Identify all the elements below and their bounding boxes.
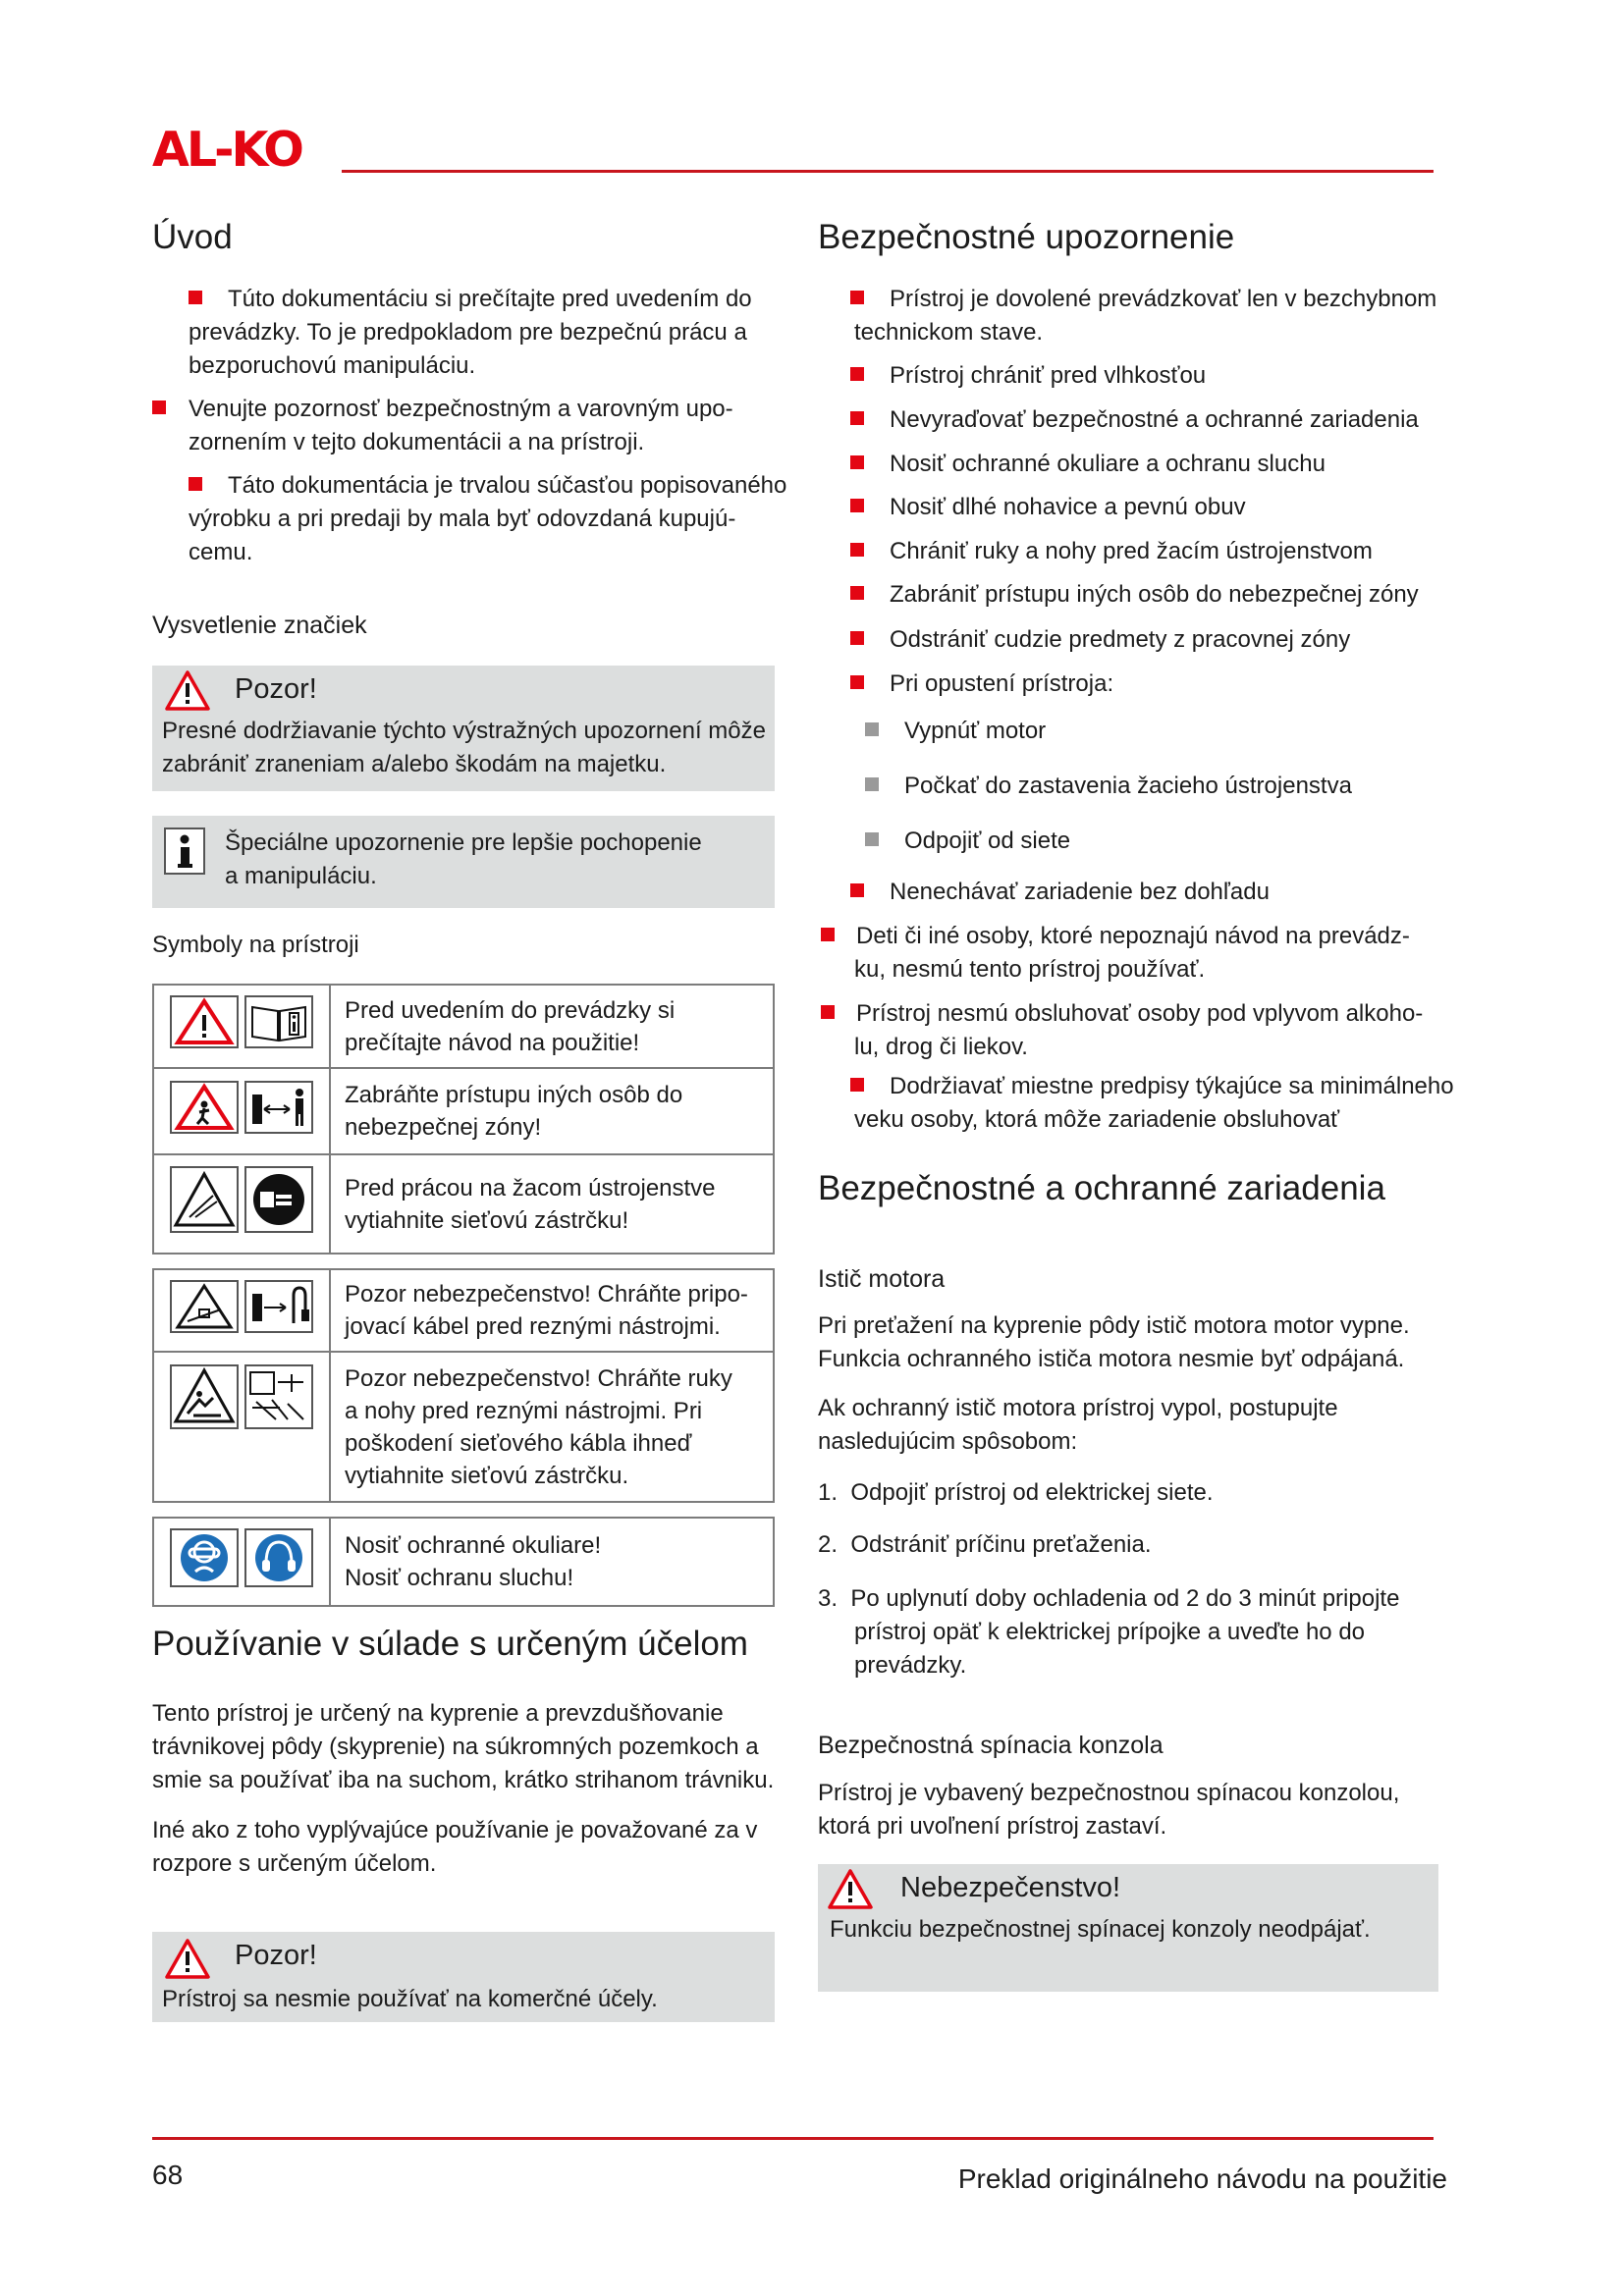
symbol-cell <box>153 1068 330 1154</box>
section-title-bezpecnostne-upozornenie: Bezpečnostné upozornenie <box>818 218 1235 256</box>
section-title-pouzivanie: Používanie v súlade s určeným účelom <box>152 1625 748 1663</box>
list-item: Prístroj chrániť pred vlhkosťou <box>850 359 1206 393</box>
table-row <box>153 1068 774 1154</box>
symbol-description: Zabráňte prístupu iných osôb do nebezpečnej zóny! <box>330 1068 774 1154</box>
table-row <box>153 1352 774 1502</box>
list-item-cont: lu, drog či liekov. <box>854 1034 1028 1060</box>
symbols-table <box>152 984 775 1607</box>
list-item: Zabrániť prístupu iných osôb do nebezpečnej zóny <box>850 578 1419 612</box>
warning-triangle-icon <box>165 1938 210 1979</box>
bullet-icon <box>821 1005 835 1019</box>
bullet-icon <box>850 499 864 512</box>
symbol-cell <box>153 1269 330 1352</box>
paragraph-line: Iné ako z toho vyplývajúce používanie je považované za v <box>152 1817 758 1843</box>
table-row <box>153 1269 774 1352</box>
symbol-description: Pozor nebezpečenstvo! Chráňte ruky a nohy pred reznými nástrojmi. Pri poškodení sieťového kábla ihneď vytiahnite sieťovú zástrčku. <box>330 1352 774 1502</box>
subsection-title-istic: Istič motora <box>818 1265 946 1293</box>
paragraph-line: Prístroj je vybavený bezpečnostnou spínacou konzolou, <box>818 1780 1400 1806</box>
paragraph-line: ktorá pri uvoľnení prístroj zastaví. <box>818 1813 1167 1840</box>
paragraph-line: smie sa používať iba na suchom, krátko strihanom trávniku. <box>152 1767 775 1793</box>
bullet-icon <box>850 631 864 645</box>
list-item-cont: výrobku a pri predaji by mala byť odovzdaná kupujú- <box>189 506 736 532</box>
footer-rule <box>152 2137 1434 2140</box>
bullet-icon <box>850 411 864 425</box>
list-item: Chrániť ruky a nohy pred žacím ústrojenstvom <box>850 535 1373 568</box>
keep-distance-icon <box>170 1081 313 1134</box>
paragraph-line: Funkcia ochranného ističa motora nesmie byť odpájaná. <box>818 1346 1405 1372</box>
list-item: Prístroj nesmú obsluhovať osoby pod vplyvom alkoho- <box>821 997 1423 1031</box>
symbol-description: Pozor nebezpečenstvo! Chráňte pripo- jovací kábel pred reznými nástrojmi. <box>330 1269 774 1352</box>
symbol-description: Pred uvedením do prevádzky si prečítajte návod na použitie! <box>330 985 774 1068</box>
table-gap <box>153 1254 774 1269</box>
bullet-icon <box>850 543 864 557</box>
paragraph-line: Tento prístroj je určený na kyprenie a prevzdušňovanie <box>152 1700 724 1727</box>
list-item-cont: prevádzky. To je predpokladom pre bezpečnú prácu a <box>189 319 747 346</box>
bullet-icon <box>865 777 879 791</box>
warning-text: Prístroj sa nesmie používať na komerčné účely. <box>162 1986 658 2012</box>
warning-box <box>152 666 775 791</box>
list-item-cont: veku osoby, ktorá môže zariadenie obsluhovať <box>854 1106 1340 1133</box>
info-box <box>152 816 775 908</box>
danger-title: Nebezpečenstvo! <box>900 1872 1121 1903</box>
cable-danger-icon <box>170 1280 313 1333</box>
list-item: Táto dokumentácia je trvalou súčasťou popisovaného <box>189 469 786 503</box>
list-item: Prístroj je dovolené prevádzkovať len v bezchybnom <box>850 283 1436 316</box>
symbol-cell <box>153 1154 330 1254</box>
bullet-icon <box>850 1078 864 1092</box>
sub-list-item: Vypnúť motor <box>865 715 1046 748</box>
info-icon <box>164 828 205 875</box>
subsection-title-konzola: Bezpečnostná spínacia konzola <box>818 1732 1164 1759</box>
sub-list-item: Počkať do zastavenia žacieho ústrojenstva <box>865 770 1352 803</box>
list-item: Venujte pozornosť bezpečnostným a varovným upo- <box>152 393 733 426</box>
list-item: Pri opustení prístroja: <box>850 667 1113 701</box>
warning-title: Pozor! <box>235 1940 317 1971</box>
step-item: 2. Odstrániť príčinu preťaženia. <box>818 1531 1152 1558</box>
section-title-uvod: Úvod <box>152 218 233 256</box>
unplug-icon <box>170 1166 313 1233</box>
bullet-icon <box>850 367 864 381</box>
header-rule <box>342 170 1434 173</box>
list-item-cont: bezporuchovú manipuláciu. <box>189 352 476 379</box>
table-gap <box>153 1502 774 1518</box>
list-item: Nenechávať zariadenie bez dohľadu <box>850 876 1270 909</box>
table-row <box>153 1154 774 1254</box>
paragraph-line: nasledujúcim spôsobom: <box>818 1428 1078 1455</box>
hands-feet-icon <box>170 1364 313 1429</box>
info-text-line: a manipuláciu. <box>225 863 377 889</box>
footer-title: Preklad originálneho návodu na použitie <box>957 2163 1447 2194</box>
symbol-cell <box>153 1518 330 1606</box>
paragraph-line: trávnikovej pôdy (skyprenie) na súkromných pozemkoch a <box>152 1734 759 1760</box>
step-item: 1. Odpojiť prístroj od elektrickej siete. <box>818 1479 1214 1506</box>
list-item-cont: technickom stave. <box>854 319 1044 346</box>
bullet-icon <box>850 455 864 469</box>
paragraph-line: rozpore s určeným účelom. <box>152 1850 437 1877</box>
warning-manual-icon <box>170 995 313 1048</box>
paragraph-line: Pri preťažení na kyprenie pôdy istič motora motor vypne. <box>818 1312 1410 1339</box>
bullet-icon <box>850 586 864 600</box>
danger-box <box>818 1864 1438 1992</box>
list-item-cont: ku, nesmú tento prístroj používať. <box>854 956 1206 983</box>
warning-triangle-icon <box>828 1868 873 1909</box>
bullet-icon <box>850 675 864 689</box>
symbol-description: Pred prácou na žacom ústrojenstve vytiahnite sieťovú zástrčku! <box>330 1154 774 1254</box>
paragraph-line: Ak ochranný istič motora prístroj vypol, postupujte <box>818 1395 1338 1421</box>
table-row <box>153 985 774 1068</box>
goggles-ear-icon <box>170 1528 313 1587</box>
bullet-icon <box>850 291 864 304</box>
brand-logo: AL-KO <box>152 122 301 178</box>
subsection-title-vysvetlenie: Vysvetlenie značiek <box>152 612 367 639</box>
bullet-icon <box>850 883 864 897</box>
warning-box <box>152 1932 775 2022</box>
list-item: Nosiť ochranné okuliare a ochranu sluchu <box>850 448 1326 481</box>
step-item: 3. Po uplynutí doby ochladenia od 2 do 3 minút pripojte <box>818 1585 1400 1612</box>
bullet-icon <box>865 722 879 736</box>
subsection-title-symboly: Symboly na prístroji <box>152 932 359 958</box>
list-item-cont: zornením v tejto dokumentácii a na prístroji. <box>189 429 645 455</box>
list-item: Nevyraďovať bezpečnostné a ochranné zariadenia <box>850 403 1419 437</box>
symbol-cell <box>153 985 330 1068</box>
list-item: Odstrániť cudzie predmety z pracovnej zóny <box>850 623 1350 657</box>
list-item-cont: cemu. <box>189 539 253 565</box>
sub-list-item: Odpojiť od siete <box>865 825 1070 858</box>
list-item: Deti či iné osoby, ktoré nepoznajú návod na prevádz- <box>821 920 1410 953</box>
bullet-icon <box>821 928 835 941</box>
list-item: Dodržiavať miestne predpisy týkajúce sa minimálneho <box>850 1070 1454 1103</box>
warning-text-line: Presné dodržiavanie týchto výstražných upozornení môže <box>162 718 766 744</box>
bullet-icon <box>189 477 202 491</box>
warning-text-line: zabrániť zraneniam a/alebo škodám na majetku. <box>162 751 667 777</box>
table-row <box>153 1518 774 1606</box>
bullet-icon <box>865 832 879 846</box>
danger-text: Funkciu bezpečnostnej spínacej konzoly neodpájať. <box>830 1916 1371 1943</box>
list-item: Nosiť dlhé nohavice a pevnú obuv <box>850 491 1246 524</box>
symbol-cell <box>153 1352 330 1502</box>
section-title-zariadenia: Bezpečnostné a ochranné zariadenia <box>818 1169 1385 1207</box>
warning-title: Pozor! <box>235 673 317 705</box>
page-number: 68 <box>152 2160 184 2190</box>
list-item: Túto dokumentáciu si prečítajte pred uvedením do <box>189 283 752 316</box>
warning-triangle-icon <box>165 669 210 711</box>
step-item-cont: prístroj opäť k elektrickej prípojke a uveďte ho do <box>854 1619 1366 1645</box>
symbol-description: Nosiť ochranné okuliare! Nosiť ochranu sluchu! <box>330 1518 774 1606</box>
step-item-cont: prevádzky. <box>854 1652 967 1679</box>
bullet-icon <box>152 400 166 414</box>
bullet-icon <box>189 291 202 304</box>
info-text-line: Špeciálne upozornenie pre lepšie pochopenie <box>225 829 702 856</box>
